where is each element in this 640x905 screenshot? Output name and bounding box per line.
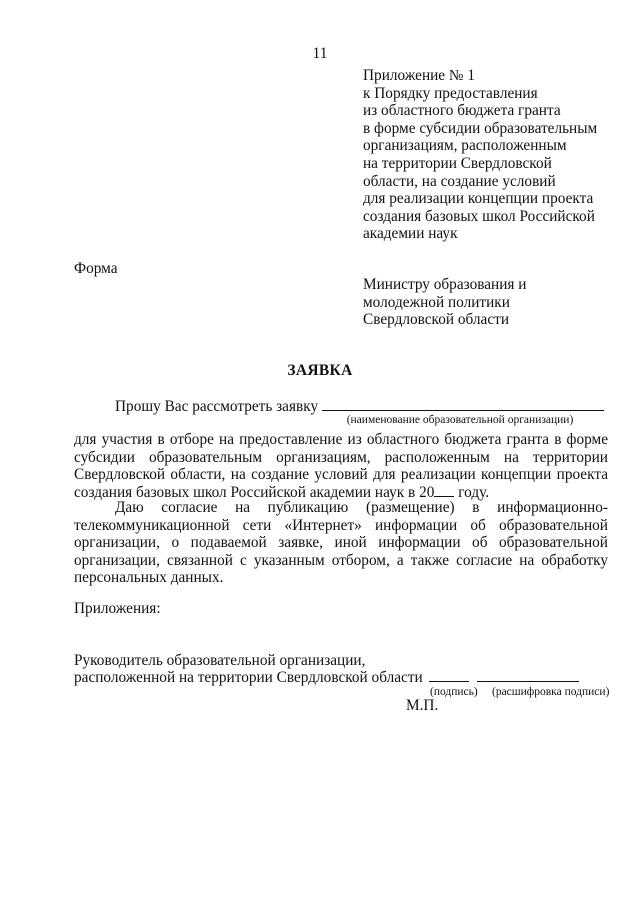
signature-decode-blank[interactable] [477, 669, 579, 682]
appendix-line: области, на создание условий [363, 172, 556, 190]
request-line [115, 398, 604, 416]
page-number: 11 [312, 45, 328, 62]
year-blank[interactable] [434, 484, 454, 497]
addressee-block [363, 276, 633, 329]
signature-blank[interactable] [429, 669, 469, 682]
addressee-line: Министру образования и [363, 276, 527, 293]
form-label: Форма [74, 260, 118, 277]
appendix-line: академии наук [363, 225, 458, 243]
appendix-line: создания базовых школ Российской [363, 207, 595, 225]
paragraph-consent: Даю согласие на публикацию (размещение) в информационно-телекоммуникационной сети «Интернет» информации об образовательной организации, о подаваемой заявке, иной информации об образовательной организации, связанной с указанным отбором, а также согласие на обработку персональных данных. [74, 499, 608, 587]
appendix-line: из областного бюджета гранта [363, 102, 561, 120]
appendix-line: Приложение № 1 [363, 67, 475, 84]
organization-name-blank[interactable] [322, 398, 604, 411]
paragraph-participation [74, 431, 608, 501]
addressee-line: Свердловской области [363, 311, 510, 329]
signature-line-2-text: расположенной на территории Свердловской области [74, 669, 423, 686]
appendix-line: для реализации концепции проекта [363, 190, 594, 208]
signature-line-2 [74, 669, 579, 687]
appendix-reference-block [363, 67, 633, 243]
stamp-placeholder: М.П. [406, 697, 439, 714]
document-title: ЗАЯВКА [287, 362, 353, 379]
appendix-line: на территории Свердловской [363, 154, 552, 172]
paragraph-participation-suffix: году. [454, 483, 490, 501]
appendix-line: в форме субсидии образовательным [363, 119, 598, 137]
organization-name-caption: (наименование образовательной организации) [346, 414, 574, 426]
request-text: Прошу Вас рассмотреть заявку [115, 398, 319, 415]
attachments-label: Приложения: [74, 600, 161, 617]
signature-decode-caption: (расшифровка подписи) [492, 686, 610, 698]
appendix-line: к Порядку предоставления [363, 84, 538, 102]
signature-caption: (подпись) [430, 686, 478, 698]
addressee-line: молодежной политики [363, 293, 510, 311]
signature-line-1: Руководитель образовательной организации, [74, 652, 366, 669]
paragraph-participation-text: для участия в отборе на предоставление из областного бюджета гранта в форме субсидии образовательным организациям, расположенным на территории Свердловской области, на создание условий для реализации концепции проекта создания базовых школ Российской академии наук в 20 [74, 431, 608, 501]
appendix-line: организациям, расположенным [363, 137, 567, 155]
